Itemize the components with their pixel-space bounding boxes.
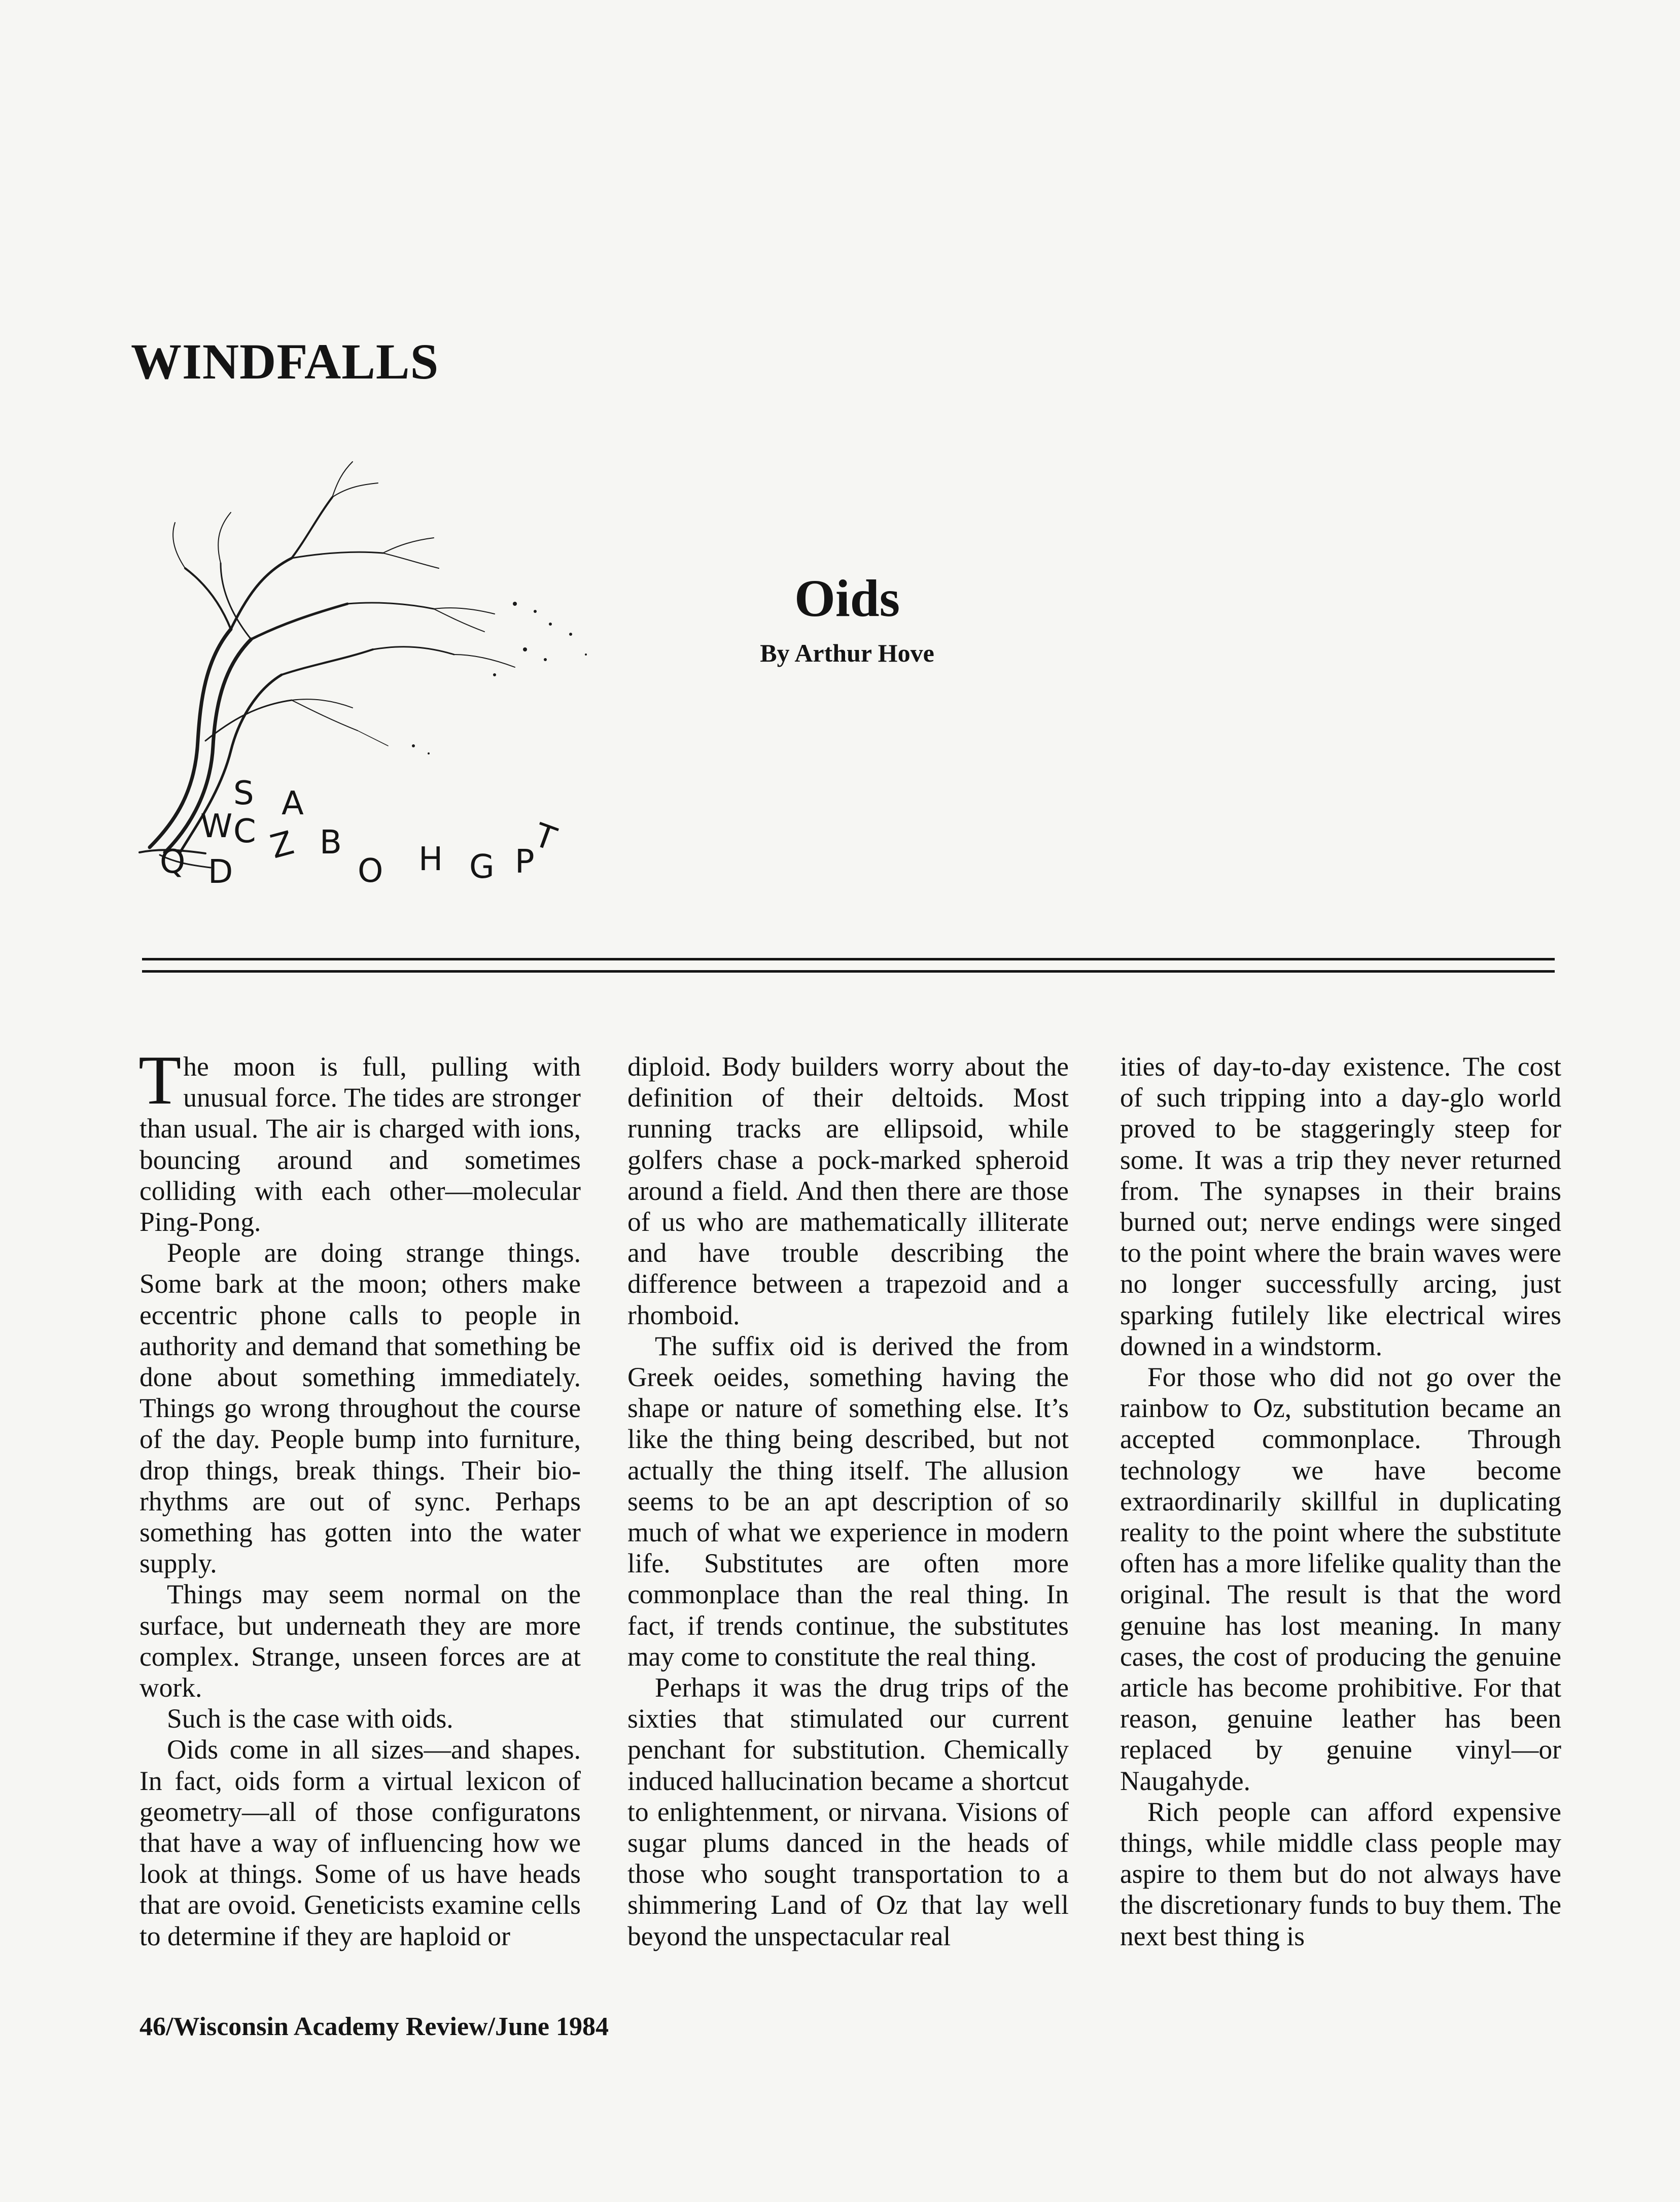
- paragraph-text: he moon is full, pulling with unusual force. The tides are stronger than usual. The air is charged with ions, bouncing around and sometimes colliding with each other—molecular Ping-Pong.: [139, 1051, 581, 1237]
- section-title: WINDFALLS: [131, 333, 439, 390]
- paragraph: For those who did not go over the rainbow to Oz, substitution became an accepted commonplace. Through technology we have become extraordinarily skillful in duplicating reality to the point where the substitute often has a more lifelike quality than the original. The result is that the word genuine has lost meaning. In many cases, the cost of producing the genuine article has become prohibitive. For that reason, genuine leather has been replaced by genuine vinyl—or Naugahyde.: [1120, 1362, 1561, 1796]
- article-body: [0, 1041, 1680, 2041]
- article-title: Oids: [794, 569, 900, 628]
- letter-c: C: [233, 813, 256, 850]
- paragraph: ities of day-to-day existence. The cost of such tripping into a day-glo world proved to be staggeringly steep for some. It was a trip they never returned from. The synapses in their brains burned out; nerve endings were singed to the point where the brain waves were no longer successfully arcing, just sparking futilely like electrical wires downed in a windstorm.: [1120, 1051, 1561, 1361]
- drop-cap: T: [138, 1041, 182, 1119]
- letter-p: P: [515, 843, 535, 881]
- letter-g: G: [469, 848, 495, 886]
- paragraph: diploid. Body builders worry about the definition of their deltoids. Most running tracks are ellipsoid, while golfers chase a pock-marked spheroid around a field. And then there are those of us who are mathematically illiterate and have trouble describing the difference between a trapezoid and a rhomboid.: [627, 1051, 1069, 1330]
- column-3: [1120, 1051, 1561, 1952]
- letter-o: O: [358, 852, 383, 890]
- paragraph: Rich people can afford expensive things, while middle class people may aspire to them but do not always have the discretionary funds to buy them. The next best thing is: [1120, 1796, 1561, 1951]
- paragraph: Things may seem normal on the surface, but underneath they are more complex. Strange, unseen forces are at work.: [139, 1579, 581, 1703]
- letter-z: Z: [266, 824, 298, 867]
- letter-h: H: [418, 841, 443, 878]
- paragraph: [138, 1041, 581, 1237]
- paragraph: Perhaps it was the drug trips of the sixties that stimulated our current penchant for substitution. Chemically induced hallucination became a shortcut to enlightenment, or nirvana. Visions of sugar plums danced in the heads of those who sought transportation to a shimmering Land of Oz that lay well beyond the unspectacular real: [627, 1672, 1069, 1951]
- paragraph: The suffix oid is derived the from Greek oeides, something having the shape or nature of something else. It’s like the thing being described, but not actually the thing itself. The allusion seems to be an apt description of so much of what we experience in modern life. Substitutes are often more commonplace than the real thing. In fact, if trends continue, the substitutes may come to constitute the real thing.: [627, 1330, 1069, 1672]
- windblown-tree-illustration: [129, 436, 637, 918]
- page-footer: 46/Wisconsin Academy Review/June 1984: [139, 2012, 609, 2041]
- letter-s: S: [233, 775, 254, 812]
- column-2: [627, 1051, 1069, 1952]
- letter-b: B: [320, 824, 342, 862]
- paragraph: Oids come in all sizes—and shapes. In fact, oids form a virtual lexicon of geometry—all of those configuratons that have a way of influencing how we look at things. Some of us have heads that are ovoid. Geneticists examine cells to determine if they are haploid or: [139, 1734, 581, 1951]
- paragraph: People are doing strange things. Some bark at the moon; others make eccentric phone calls to people in authority and demand that something be done about something immediately. Things go wrong throughout the course of the day. People bump into furniture, drop things, break things. Their biorhythms are out of sync. Perhaps something has gotten into the water supply.: [139, 1237, 581, 1579]
- divider-rule: [142, 958, 1555, 960]
- letter-w: W: [200, 808, 233, 845]
- letter-t: T: [529, 816, 561, 859]
- letter-q: Q: [160, 843, 186, 881]
- divider-rule: [142, 970, 1555, 973]
- letter-d: D: [208, 853, 233, 891]
- column-1: [138, 1041, 581, 1952]
- byline: By Arthur Hove: [760, 639, 934, 667]
- paragraph: Such is the case with oids.: [167, 1703, 453, 1734]
- letter-a: A: [282, 785, 304, 822]
